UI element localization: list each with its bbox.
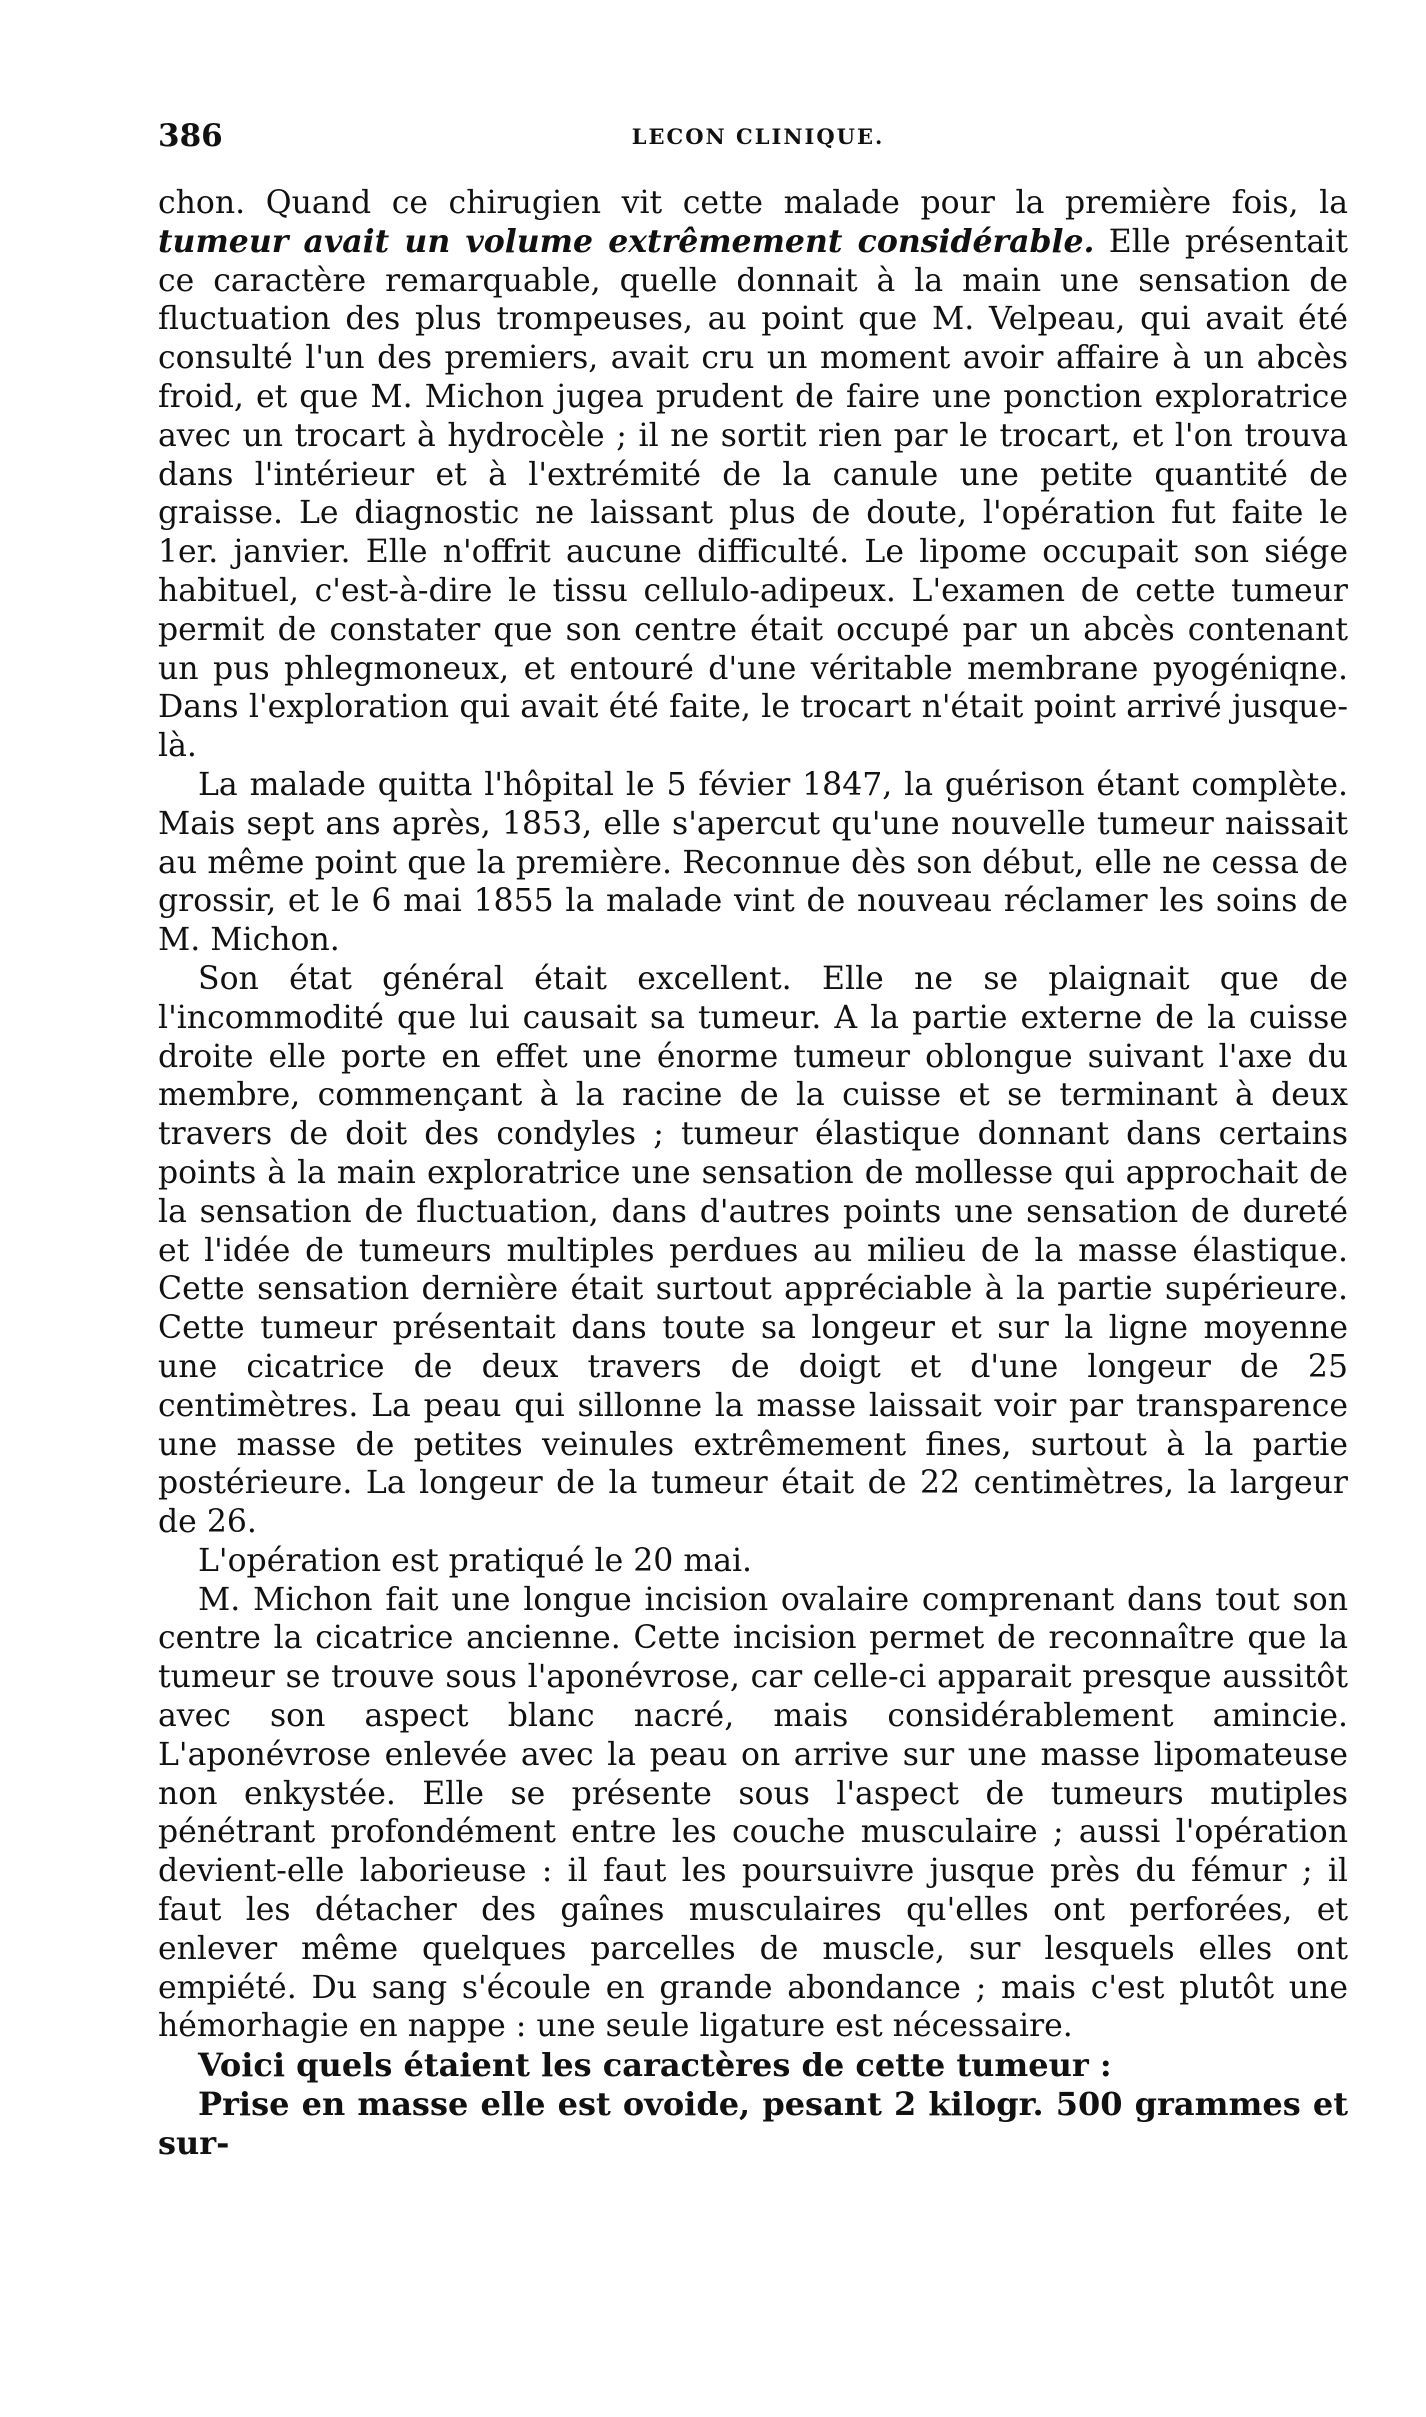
paragraph-1 bbox=[158, 184, 1348, 766]
running-head: LECON CLINIQUE. bbox=[631, 124, 885, 149]
emphasized-phrase: tumeur avait un volume extrêmement considérable. bbox=[158, 222, 1095, 260]
page-number: 386 bbox=[158, 118, 223, 154]
paragraph-1-rest: Elle présentait ce caractère remarquable, quelle donnait à la main une sensation de fluctuation des plus trompeuses, au point que M. Velpeau, qui avait été consulté l'un des premiers, avait cru un moment avoir affaire à un abcès froid, et que M. Michon jugea prudent de faire une ponction exploratrice avec un trocart à hydrocèle ; il ne sortit rien par le trocart, et l'on trouva dans l'intérieur et à l'extrémité de la canule une petite quantité de graisse. Le diagnostic ne laissant plus de doute, l'opération fut faite le 1er. janvier. Elle n'offrit aucune difficulté. Le lipome occupait son siége habituel, c'est-à-dire le tissu cellulo-adipeux. L'examen de cette tumeur permit de constater que son centre était occupé par un abcès contenant un pus phlegmoneux, et entouré d'une véritable membrane pyogéniqne. Dans l'exploration qui avait été faite, le trocart n'était point arrivé jusque-là. bbox=[158, 223, 1348, 765]
paragraph-5: M. Michon fait une longue incision ovalaire comprenant dans tout son centre la cicatrice ancienne. Cette incision permet de reconnaître que la tumeur se trouve sous l'aponévrose, car celle-ci apparait presque aussitôt avec son aspect blanc nacré, mais considérablement amincie. L'aponévrose enlevée avec la peau on arrive sur une masse lipomateuse non enkystée. Elle se présente sous l'aspect de tumeurs mutiples pénétrant profondément entre les couche musculaire ; aussi l'opération devient-elle laborieuse : il faut les poursuivre jusque près du fémur ; il faut les détacher des gaînes musculaires qu'elles ont perforées, et enlever même quelques parcelles de muscle, sur lesquels elles ont empiété. Du sang s'écoule en grande abondance ; mais c'est plutôt une hémorhagie en nappe : une seule ligature est nécessaire. bbox=[158, 1581, 1348, 2045]
paragraph-3: Son état général était excellent. Elle ne se plaignait que de l'incommodité que lui causait sa tumeur. A la partie externe de la cuisse droite elle porte en effet une énorme tumeur oblongue suivant l'axe du membre, commençant à la racine de la cuisse et se terminant à deux travers de doit des condyles ; tumeur élastique donnant dans certains points à la main exploratrice une sensation de mollesse qui approchait de la sensation de fluctuation, dans d'autres points une sensation de dureté et l'idée de tumeurs multiples perdues au milieu de la masse élastique. Cette sensation dernière était surtout appréciable à la partie supérieure. Cette tumeur présentait dans toute sa longeur et sur la ligne moyenne une cicatrice de deux travers de doigt et d'une longeur de 25 centimètres. La peau qui sillonne la masse laissait voir par transparence une masse de petites veinules extrêmement fines, surtout à la partie postérieure. La longeur de la tumeur était de 22 centimètres, la largeur de 26. bbox=[158, 960, 1348, 1541]
paragraph-6: Voici quels étaient les caractères de cette tumeur : bbox=[198, 2046, 1112, 2085]
paragraph-7: Prise en masse elle est ovoide, pesant 2 kilogr. 500 grammes et sur- bbox=[158, 2085, 1348, 2162]
paragraph-2: La malade quitta l'hôpital le 5 févier 1847, la guérison étant complète. Mais sept ans après, 1853, elle s'apercut qu'une nouvelle tumeur naissait au même point que la première. Reconnue dès son début, elle ne cessa de grossir, et le 6 mai 1855 la malade vint de nouveau réclamer les soins de M. Michon. bbox=[158, 766, 1348, 959]
book-page bbox=[158, 118, 1348, 2163]
page-body bbox=[158, 184, 1348, 2163]
paragraph-1-start: chon. Quand ce chirugien vit cette malade pour la première fois, la bbox=[158, 185, 1348, 221]
page-header bbox=[158, 118, 1348, 158]
paragraph-4: L'opération est pratiqué le 20 mai. bbox=[198, 1542, 753, 1579]
